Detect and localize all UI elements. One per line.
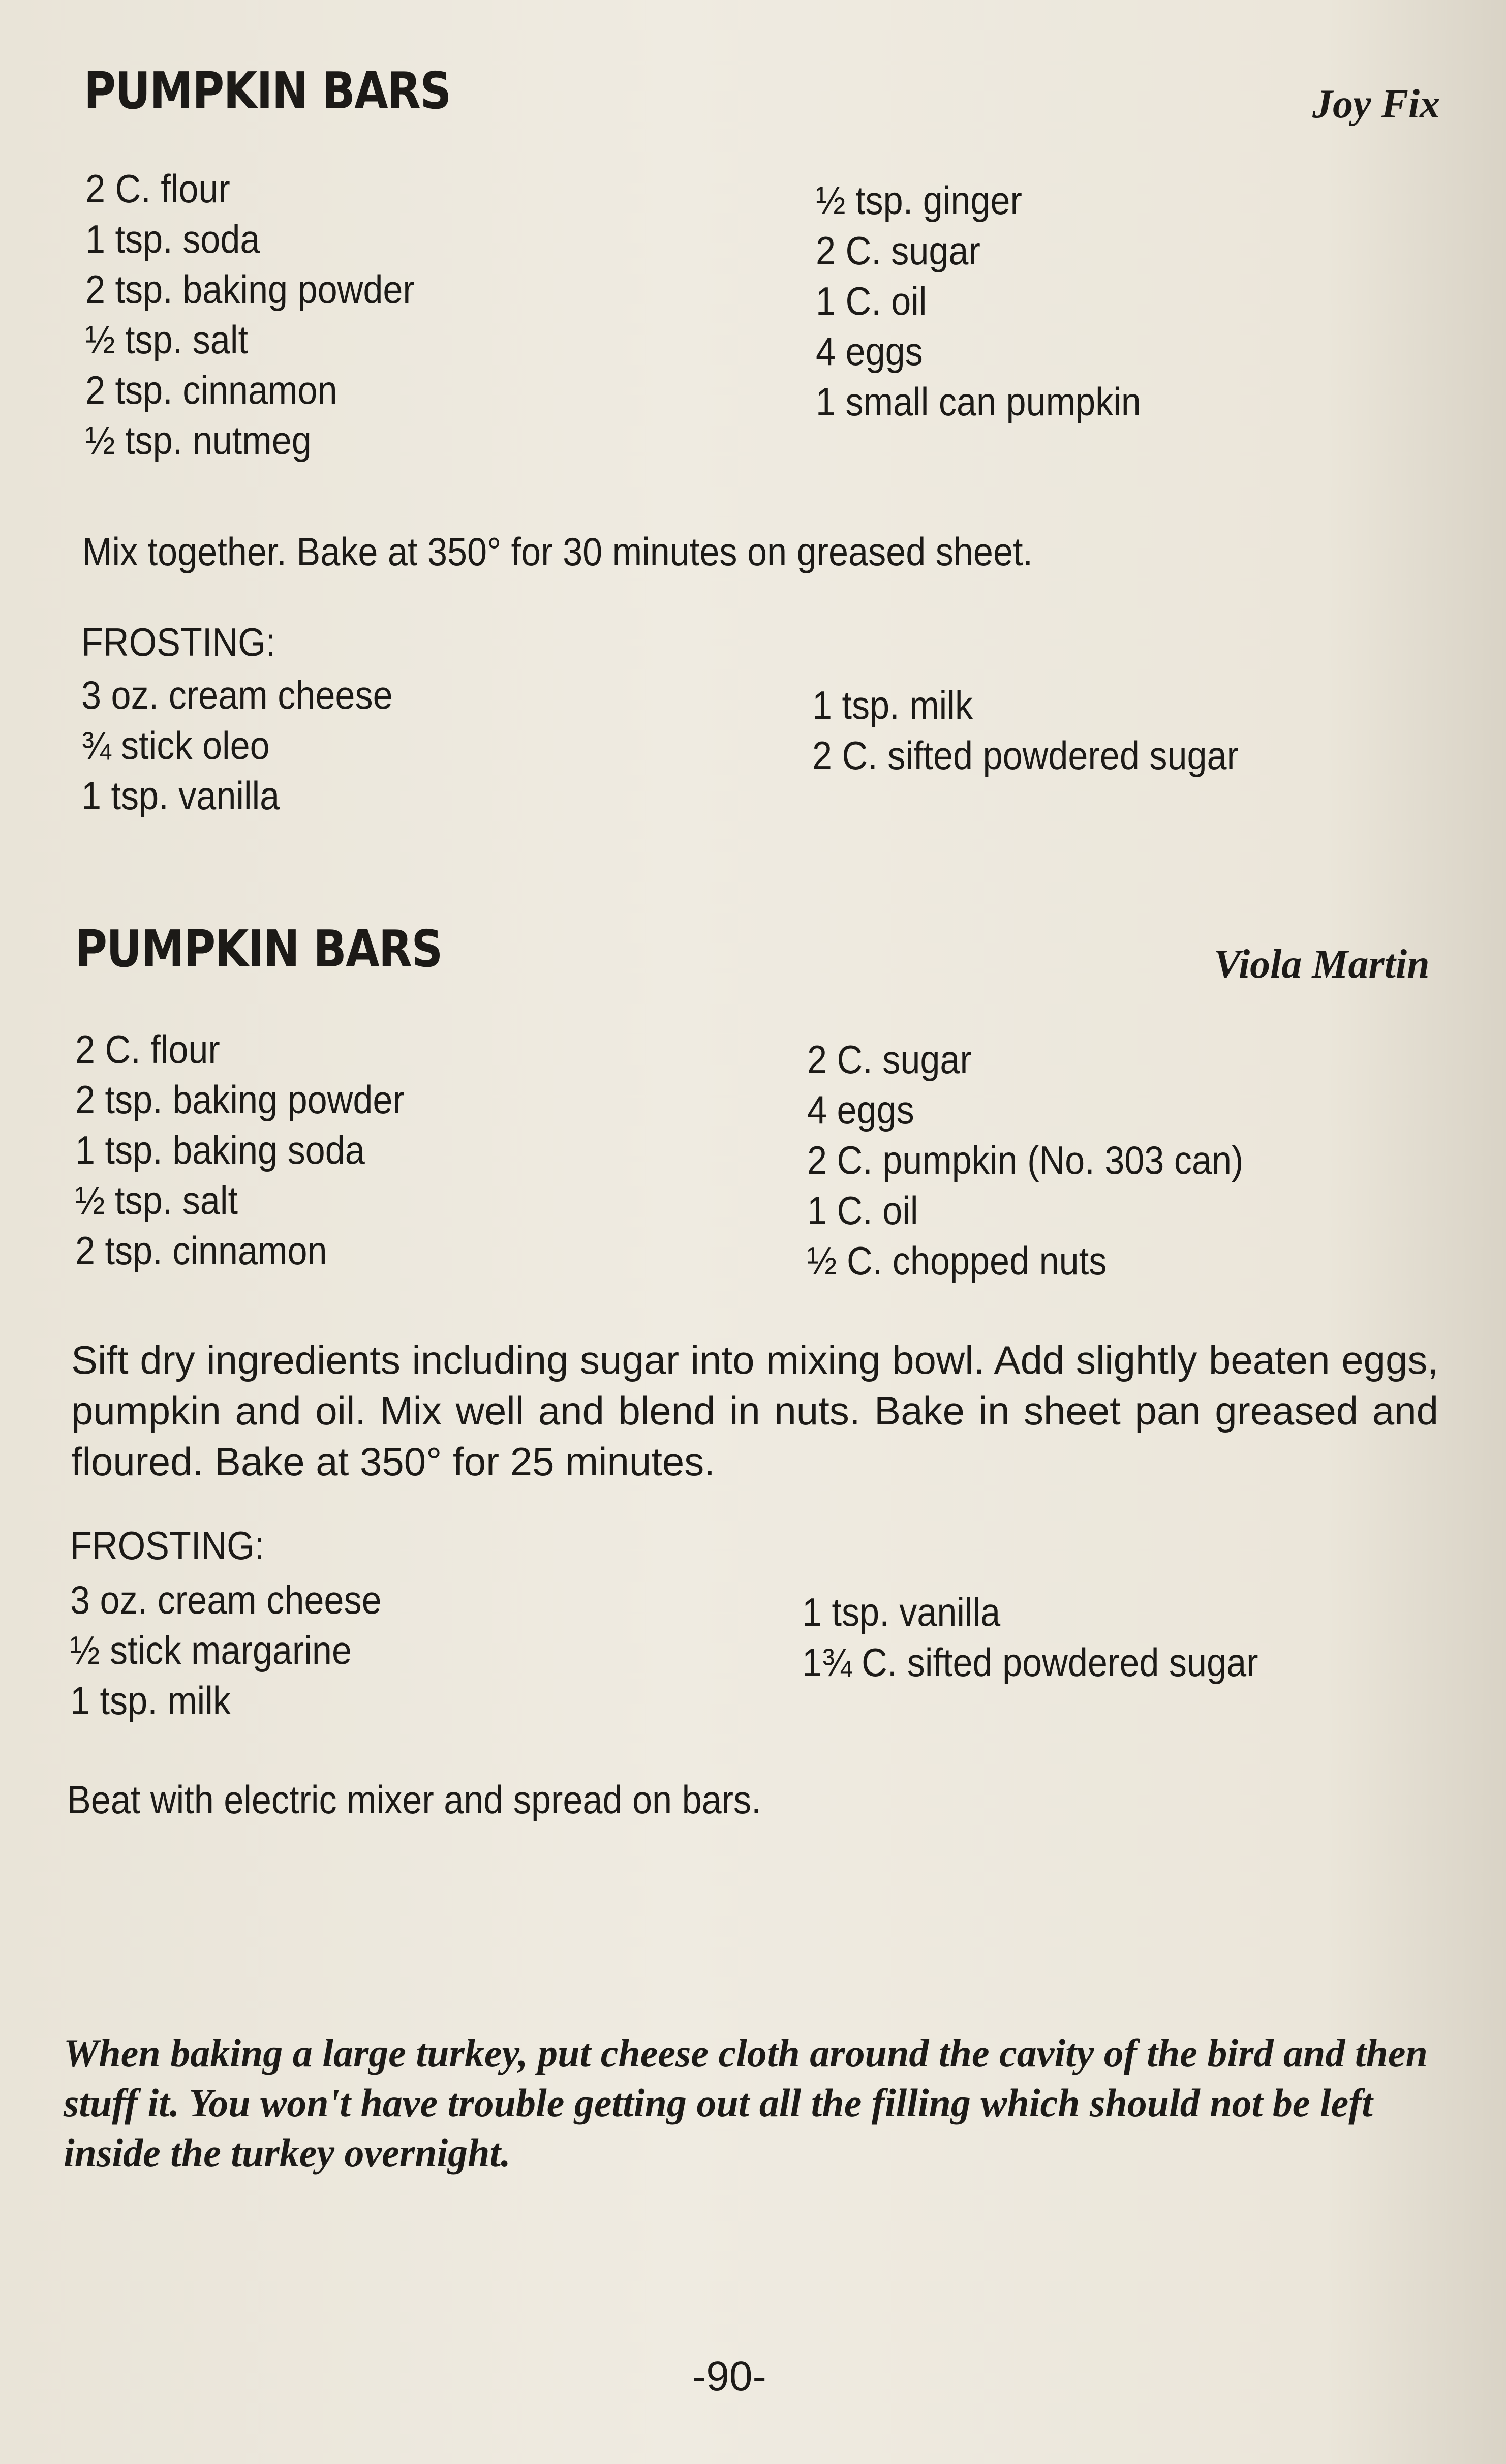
ingredient: 1 tsp. milk xyxy=(812,683,973,727)
ingredient: ½ tsp. ginger xyxy=(816,178,1022,223)
ingredient: 2 tsp. cinnamon xyxy=(85,368,337,412)
ingredient: 1 tsp. milk xyxy=(70,1678,231,1723)
cooking-tip: When baking a large turkey, put cheese cloth around the cavity of the bird and then stuff it. You won't have trouble getting out all the filling which should not be left inside the turkey overnight. xyxy=(64,2031,1428,2175)
ingredient: 3 oz. cream cheese xyxy=(70,1577,382,1622)
ingredient: 2 tsp. cinnamon xyxy=(75,1228,327,1273)
ingredient: 2 tsp. baking powder xyxy=(85,267,415,312)
page-number: -90- xyxy=(692,2353,766,2399)
recipe-1-frosting-right xyxy=(812,680,1286,781)
ingredient: 2 C. flour xyxy=(85,166,230,211)
ingredient: 2 C. sugar xyxy=(807,1037,972,1082)
ingredient: ½ tsp. salt xyxy=(85,317,248,362)
recipe-2-ingredients-right xyxy=(807,1035,1292,1286)
ingredient: ½ C. chopped nuts xyxy=(807,1238,1107,1283)
recipe-2-frosting-right xyxy=(802,1587,1309,1688)
recipe-1-directions: Mix together. Bake at 350° for 30 minutes on greased sheet. xyxy=(82,529,1033,574)
recipe-2-frosting-label: FROSTING: xyxy=(70,1523,265,1568)
ingredient: 1 tsp. baking soda xyxy=(75,1128,365,1172)
ingredient: ½ stick margarine xyxy=(70,1628,352,1672)
ingredient: 1 C. oil xyxy=(807,1188,918,1233)
recipe-1-ingredients-left xyxy=(85,164,451,466)
recipe-2-frosting-left xyxy=(70,1575,416,1726)
ingredient: 1¾ C. sifted powdered sugar xyxy=(802,1640,1258,1685)
ingredient: 3 oz. cream cheese xyxy=(81,673,393,717)
recipe-2-ingredients-left xyxy=(75,1024,441,1276)
ingredient: 1 tsp. vanilla xyxy=(802,1590,1001,1634)
recipe-1-frosting-left xyxy=(81,670,427,821)
ingredient: 1 small can pumpkin xyxy=(816,379,1141,424)
ingredient: 4 eggs xyxy=(816,329,923,374)
ingredient: 2 C. sugar xyxy=(816,228,980,273)
recipe-2-frosting-directions: Beat with electric mixer and spread on bars. xyxy=(67,1777,761,1822)
recipe-2-title: PUMPKIN BARS xyxy=(75,919,442,979)
ingredient: ½ tsp. salt xyxy=(75,1178,238,1223)
ingredient: 1 C. oil xyxy=(816,279,927,323)
ingredient: 2 C. sifted powdered sugar xyxy=(812,733,1239,778)
ingredient: 2 tsp. baking powder xyxy=(75,1077,405,1122)
ingredient: 1 tsp. soda xyxy=(85,217,260,261)
recipe-1-author: Joy Fix xyxy=(1312,82,1440,127)
recipe-1-ingredients-right xyxy=(816,175,1177,427)
recipe-1-title: PUMPKIN BARS xyxy=(84,61,451,120)
ingredient: 2 C. flour xyxy=(75,1027,220,1072)
ingredient: 2 C. pumpkin (No. 303 can) xyxy=(807,1138,1244,1182)
recipe-2-directions: Sift dry ingredients including sugar into mixing bowl. Add slightly beaten eggs, pumpkin and oil. Mix well and blend in nuts. Bake in sheet pan greased and floured. Bake at 350° for 25 minutes. xyxy=(71,1337,1438,1484)
ingredient: 1 tsp. vanilla xyxy=(81,773,280,818)
recipe-1-frosting-label: FROSTING: xyxy=(81,620,276,664)
ingredient: ¾ stick oleo xyxy=(81,723,270,768)
ingredient: 4 eggs xyxy=(807,1087,914,1132)
recipe-2-author: Viola Martin xyxy=(1214,942,1430,987)
ingredient: ½ tsp. nutmeg xyxy=(85,418,312,463)
